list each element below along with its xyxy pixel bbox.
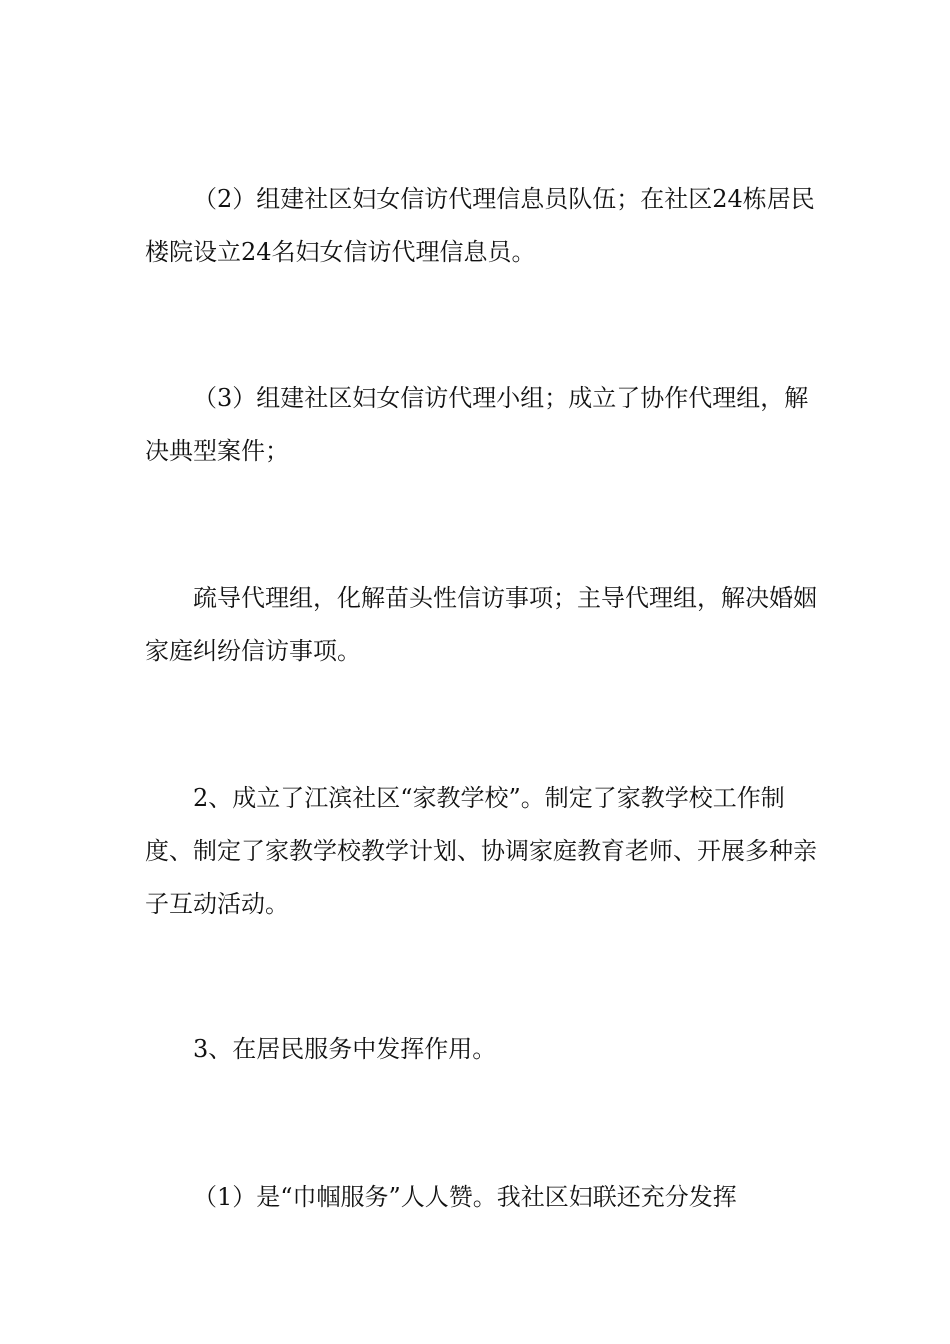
paragraph-5: 3、在居民服务中发挥作用。 (193, 1035, 497, 1063)
paragraph-6: （1）是“巾帼服务”人人赞。我社区妇联还充分发挥 (193, 1183, 737, 1211)
paragraph-4: 2、成立了江滨社区“家教学校”。制定了家教学校工作制度、制定了家教学校教学计划、协调家庭教育老师、开展多种亲子互动活动。 (145, 784, 817, 918)
paragraph-1: （2）组建社区妇女信访代理信息员队伍；在社区24栋居民楼院设立24名妇女信访代理信息员。 (145, 185, 815, 266)
paragraph-3: 疏导代理组，化解苗头性信访事项；主导代理组，解决婚姻家庭纠纷信访事项。 (145, 584, 817, 665)
paragraph-2: （3）组建社区妇女信访代理小组；成立了协作代理组，解决典型案件； (145, 384, 809, 465)
